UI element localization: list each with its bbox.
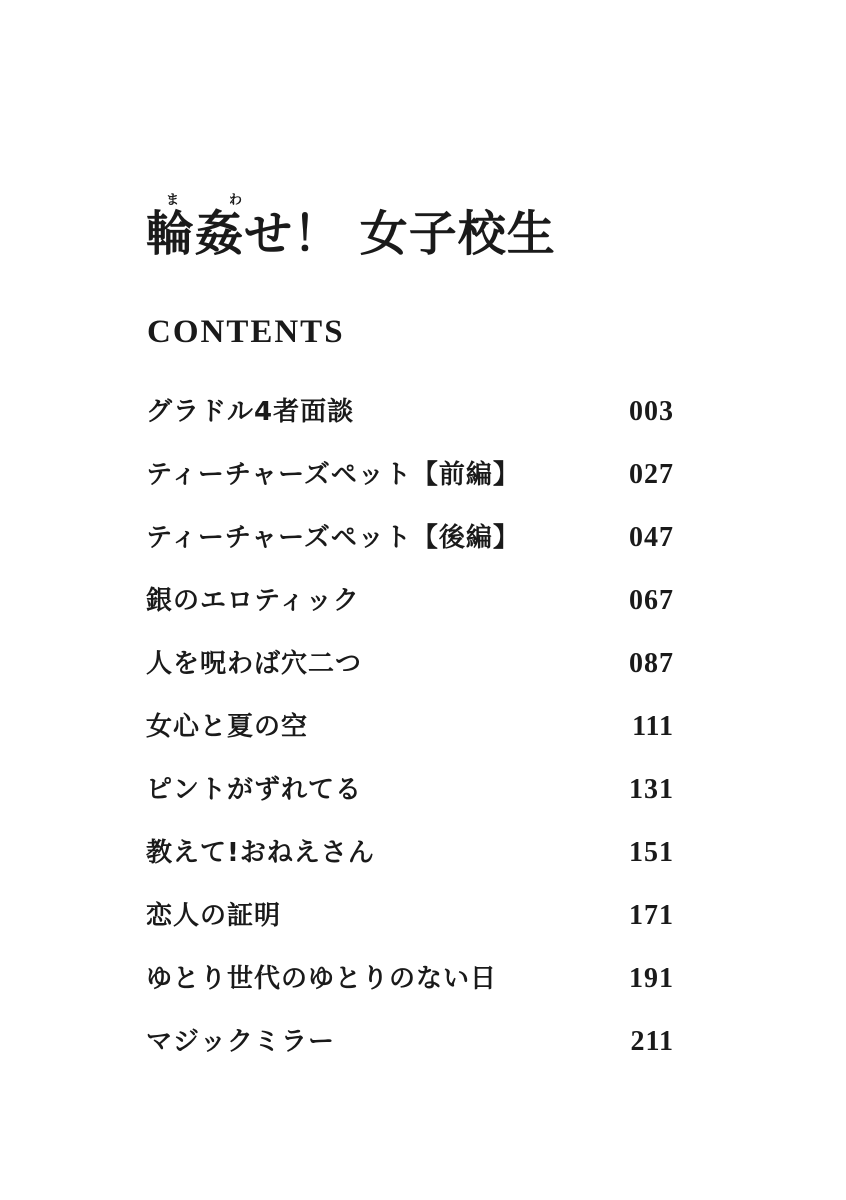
toc-entry (146, 394, 676, 457)
toc-entry (146, 520, 676, 583)
contents-heading: CONTENTS (147, 314, 345, 350)
toc-entry-page: 111 (632, 711, 674, 742)
toc-entry-page: 067 (629, 585, 674, 616)
toc-entry (146, 961, 676, 1024)
toc-entry-page: 131 (629, 774, 674, 805)
toc-entry-title: 銀のエロティック (146, 586, 360, 616)
toc-entry-page: 003 (629, 396, 674, 427)
toc-entry-title: 恋人の証明 (146, 901, 282, 931)
toc-entry (146, 709, 676, 772)
book-title: 輪姦せ！ 女子校生 (146, 206, 556, 262)
toc-entry (146, 583, 676, 646)
toc-entry-page: 027 (629, 459, 674, 490)
toc-entry (146, 835, 676, 898)
title-ruby-ma: ま (166, 193, 180, 208)
toc-entry-page: 171 (629, 900, 674, 931)
toc-entry-title: マジックミラー (146, 1027, 336, 1057)
toc-entry (146, 646, 676, 709)
toc-entry-title: ティーチャーズペット【後編】 (146, 523, 520, 553)
toc-entry-title: ティーチャーズペット【前編】 (146, 460, 520, 490)
title-ruby-wa: わ (229, 193, 243, 208)
toc-entry-page: 151 (629, 837, 674, 868)
toc-entry-title: 教えて!おねえさん (146, 838, 375, 868)
toc-entry (146, 1024, 676, 1087)
toc-entry (146, 898, 676, 961)
toc-entry-title: ピントがずれてる (146, 775, 363, 805)
toc-entry-page: 047 (629, 522, 674, 553)
toc-entry-title: ゆとり世代のゆとりのない日 (146, 964, 498, 994)
toc-entry (146, 457, 676, 520)
toc-entry-page: 211 (630, 1026, 674, 1057)
toc-entry (146, 772, 676, 835)
toc-entry-title: 人を呪わば穴二つ (146, 649, 363, 679)
table-of-contents (146, 394, 676, 1087)
toc-entry-page: 191 (629, 963, 674, 994)
toc-entry-page: 087 (629, 648, 674, 679)
toc-entry-title: 女心と夏の空 (146, 712, 309, 742)
toc-entry-title: グラドル4者面談 (146, 397, 355, 427)
